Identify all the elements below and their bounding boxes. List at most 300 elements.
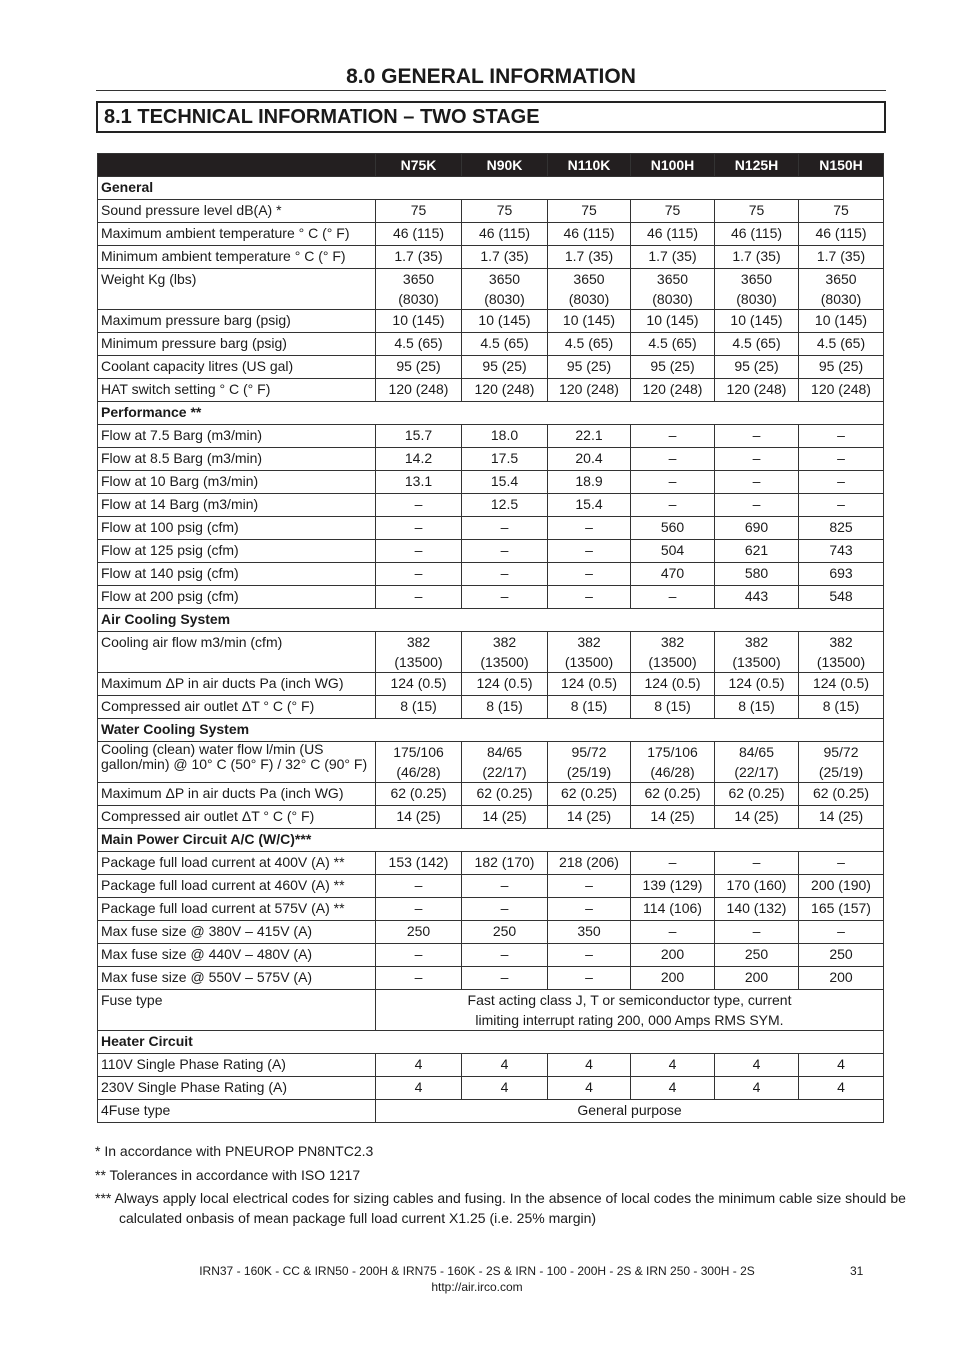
row-label: Max fuse size @ 550V – 575V (A): [98, 967, 376, 990]
value-cell: 75: [462, 200, 548, 223]
table-row: [98, 333, 884, 356]
value-line: 3650: [488, 271, 521, 287]
table-row: [98, 494, 884, 517]
table-row: [98, 852, 884, 875]
table-row: [98, 448, 884, 471]
row-label: Flow at 14 Barg (m3/min): [98, 494, 376, 517]
row-label: Weight Kg (lbs): [98, 269, 376, 310]
row-label: Minimum ambient temperature ° C (° F): [98, 246, 376, 269]
value-cell: 10 (145): [799, 310, 884, 333]
value-line: (8030): [652, 291, 693, 307]
value-cell: 1.7 (35): [462, 246, 548, 269]
value-line: 3650: [656, 271, 689, 287]
value-cell: –: [631, 448, 715, 471]
value-cell: 200: [631, 967, 715, 990]
value-line: limiting interrupt rating 200, 000 Amps RMS SYM.: [475, 1012, 784, 1028]
row-label: Package full load current at 575V (A) **: [98, 898, 376, 921]
value-cell: 200: [715, 967, 799, 990]
value-cell: 4: [462, 1077, 548, 1100]
value-cell: [376, 742, 462, 783]
section-row: [98, 719, 884, 742]
value-cell: 13.1: [376, 471, 462, 494]
table-row: [98, 742, 884, 783]
value-line: 84/65: [738, 744, 775, 760]
value-cell: [715, 632, 799, 673]
value-cell: 182 (170): [462, 852, 548, 875]
value-cell: –: [715, 494, 799, 517]
value-cell: 14 (25): [462, 806, 548, 829]
table-row: [98, 200, 884, 223]
value-cell: 1.7 (35): [715, 246, 799, 269]
table-row: [98, 967, 884, 990]
table-row: [98, 425, 884, 448]
value-cell: [376, 632, 462, 673]
value-cell: 14 (25): [715, 806, 799, 829]
value-cell: 4: [631, 1054, 715, 1077]
row-label: HAT switch setting ° C (° F): [98, 379, 376, 402]
value-cell: –: [462, 540, 548, 563]
row-label: Coolant capacity litres (US gal): [98, 356, 376, 379]
value-cell: [376, 269, 462, 310]
table-row: [98, 696, 884, 719]
value-cell: –: [548, 540, 631, 563]
column-header: N110K: [548, 154, 631, 177]
value-line: 175/106: [647, 744, 698, 760]
row-label: 110V Single Phase Rating (A): [98, 1054, 376, 1077]
value-cell: [799, 632, 884, 673]
value-line: (13500): [816, 654, 866, 670]
value-cell: 124 (0.5): [715, 673, 799, 696]
value-cell: 124 (0.5): [799, 673, 884, 696]
row-label: Sound pressure level dB(A) *: [98, 200, 376, 223]
value-line: (8030): [736, 291, 777, 307]
value-line: (25/19): [566, 764, 612, 780]
value-line: (8030): [484, 291, 525, 307]
column-header: N150H: [799, 154, 884, 177]
value-cell: –: [631, 471, 715, 494]
value-cell: –: [631, 494, 715, 517]
value-cell: 8 (15): [715, 696, 799, 719]
technical-spec-table: [97, 153, 884, 1123]
value-cell: 4: [376, 1077, 462, 1100]
value-cell: 470: [631, 563, 715, 586]
row-label: Flow at 10 Barg (m3/min): [98, 471, 376, 494]
table-row: [98, 471, 884, 494]
table-row: [98, 586, 884, 609]
section-row: [98, 177, 884, 200]
row-label: Flow at 100 psig (cfm): [98, 517, 376, 540]
value-cell: –: [376, 967, 462, 990]
value-cell: –: [548, 875, 631, 898]
value-cell: 560: [631, 517, 715, 540]
value-line: 382: [492, 634, 517, 650]
value-cell: [462, 742, 548, 783]
value-cell: 95 (25): [548, 356, 631, 379]
value-cell: 250: [376, 921, 462, 944]
table-row: [98, 1054, 884, 1077]
section-row: [98, 829, 884, 852]
value-cell: –: [462, 944, 548, 967]
row-label: Max fuse size @ 380V – 415V (A): [98, 921, 376, 944]
value-cell: 1.7 (35): [799, 246, 884, 269]
value-cell: 548: [799, 586, 884, 609]
row-label: Package full load current at 400V (A) **: [98, 852, 376, 875]
value-cell: 46 (115): [462, 223, 548, 246]
section-row: [98, 1031, 884, 1054]
value-cell: [548, 632, 631, 673]
row-label: Flow at 200 psig (cfm): [98, 586, 376, 609]
value-cell: 62 (0.25): [462, 783, 548, 806]
section-row: [98, 402, 884, 425]
row-label: Fuse type: [98, 990, 376, 1031]
table-row: [98, 246, 884, 269]
value-cell: 4.5 (65): [715, 333, 799, 356]
row-label: Flow at 7.5 Barg (m3/min): [98, 425, 376, 448]
value-line: Fast acting class J, T or semiconductor type, current: [467, 992, 792, 1008]
row-label: Flow at 125 psig (cfm): [98, 540, 376, 563]
value-cell: –: [799, 448, 884, 471]
row-label: 4Fuse type: [98, 1100, 376, 1123]
value-cell: 200: [631, 944, 715, 967]
value-cell: 114 (106): [631, 898, 715, 921]
value-cell: 10 (145): [548, 310, 631, 333]
subheading-box: [96, 101, 886, 133]
table-row: [98, 921, 884, 944]
value-cell: 825: [799, 517, 884, 540]
column-header: N90K: [462, 154, 548, 177]
value-cell: –: [631, 425, 715, 448]
value-cell: [715, 269, 799, 310]
footer-doc-ref: IRN37 - 160K - CC & IRN50 - 200H & IRN75 - 160K - 2S & IRN - 100 - 200H - 2S & IRN 250 - 300H - 2S: [199, 1264, 755, 1278]
page-number: 31: [850, 1264, 864, 1278]
value-cell: 15.4: [462, 471, 548, 494]
value-cell: 62 (0.25): [799, 783, 884, 806]
table-row: [98, 898, 884, 921]
value-line: 382: [829, 634, 853, 650]
merged-value-cell: [376, 990, 884, 1031]
row-label: Maximum ΔP in air ducts Pa (inch WG): [98, 783, 376, 806]
value-cell: –: [376, 944, 462, 967]
row-label: Maximum pressure barg (psig): [98, 310, 376, 333]
row-label: Compressed air outlet ΔT ° C (° F): [98, 806, 376, 829]
value-cell: 15.7: [376, 425, 462, 448]
value-cell: 46 (115): [548, 223, 631, 246]
value-cell: [715, 742, 799, 783]
value-cell: 14 (25): [376, 806, 462, 829]
value-cell: –: [799, 425, 884, 448]
value-cell: –: [799, 494, 884, 517]
value-cell: 165 (157): [799, 898, 884, 921]
value-cell: 8 (15): [548, 696, 631, 719]
value-cell: 46 (115): [631, 223, 715, 246]
row-label: Maximum ΔP in air ducts Pa (inch WG): [98, 673, 376, 696]
row-label: Max fuse size @ 440V – 480V (A): [98, 944, 376, 967]
section-heading: 8.0 GENERAL INFORMATION: [346, 65, 636, 88]
row-label: Flow at 140 psig (cfm): [98, 563, 376, 586]
value-line: (46/28): [396, 764, 441, 780]
value-line: (22/17): [482, 764, 527, 780]
value-cell: –: [715, 425, 799, 448]
value-line: 382: [577, 634, 601, 650]
value-line: 382: [660, 634, 685, 650]
value-cell: 4: [376, 1054, 462, 1077]
value-line: (13500): [394, 654, 443, 670]
value-cell: 124 (0.5): [462, 673, 548, 696]
value-cell: –: [631, 852, 715, 875]
value-line: (46/28): [650, 764, 695, 780]
value-line: (8030): [398, 291, 439, 307]
value-cell: 200 (190): [799, 875, 884, 898]
table-row: [98, 990, 884, 1031]
table-row: [98, 269, 884, 310]
value-cell: –: [376, 875, 462, 898]
value-line: (8030): [568, 291, 610, 307]
value-cell: 120 (248): [548, 379, 631, 402]
value-cell: 200: [799, 967, 884, 990]
value-cell: 8 (15): [462, 696, 548, 719]
value-cell: 75: [799, 200, 884, 223]
value-cell: –: [462, 898, 548, 921]
value-cell: 170 (160): [715, 875, 799, 898]
value-cell: 18.9: [548, 471, 631, 494]
section-label: Heater Circuit: [98, 1031, 884, 1054]
value-cell: 4.5 (65): [462, 333, 548, 356]
value-cell: –: [799, 921, 884, 944]
section-label: Performance **: [98, 402, 884, 425]
table-row: [98, 875, 884, 898]
value-cell: 10 (145): [715, 310, 799, 333]
row-label: Cooling air flow m3/min (cfm): [98, 632, 376, 673]
value-cell: [462, 632, 548, 673]
value-line: (13500): [564, 654, 614, 670]
value-line: 382: [744, 634, 769, 650]
value-cell: 46 (115): [799, 223, 884, 246]
value-cell: –: [462, 586, 548, 609]
value-cell: 4: [799, 1077, 884, 1100]
value-cell: [799, 269, 884, 310]
value-line: (13500): [648, 654, 697, 670]
table-row: [98, 806, 884, 829]
value-cell: 14 (25): [631, 806, 715, 829]
value-cell: –: [376, 517, 462, 540]
value-cell: 46 (115): [376, 223, 462, 246]
value-cell: 22.1: [548, 425, 631, 448]
value-cell: 693: [799, 563, 884, 586]
value-cell: 120 (248): [799, 379, 884, 402]
value-cell: 124 (0.5): [631, 673, 715, 696]
merged-value-cell: [376, 1100, 884, 1123]
value-cell: 10 (145): [631, 310, 715, 333]
column-header: N100H: [631, 154, 715, 177]
value-cell: 8 (15): [799, 696, 884, 719]
value-cell: –: [715, 921, 799, 944]
footnote: *** Always apply local electrical codes for sizing cables and fusing. In the absence of local codes the minimum cable size should be calculated onbasis of mean package full load current X1.25 (i.e. 25% margin): [95, 1190, 906, 1226]
value-cell: 62 (0.25): [631, 783, 715, 806]
value-cell: 17.5: [462, 448, 548, 471]
value-cell: 4: [548, 1077, 631, 1100]
table-row: [98, 517, 884, 540]
section-label: Air Cooling System: [98, 609, 884, 632]
value-line: 95/72: [571, 744, 607, 760]
value-cell: 62 (0.25): [548, 783, 631, 806]
table-header-row: [98, 154, 884, 177]
value-cell: –: [715, 471, 799, 494]
value-line: 95/72: [823, 744, 859, 760]
value-cell: 10 (145): [462, 310, 548, 333]
value-line: (25/19): [818, 764, 864, 780]
value-cell: 120 (248): [462, 379, 548, 402]
value-cell: 4.5 (65): [376, 333, 462, 356]
value-cell: 4.5 (65): [799, 333, 884, 356]
value-cell: 12.5: [462, 494, 548, 517]
value-line: 3650: [402, 271, 435, 287]
value-cell: 1.7 (35): [376, 246, 462, 269]
value-cell: –: [548, 944, 631, 967]
value-cell: 4: [631, 1077, 715, 1100]
value-cell: 1.7 (35): [548, 246, 631, 269]
value-line: 3650: [573, 271, 605, 287]
value-cell: 218 (206): [548, 852, 631, 875]
section-label: Main Power Circuit A/C (W/C)***: [98, 829, 884, 852]
value-cell: 46 (115): [715, 223, 799, 246]
footnote: ** Tolerances in accordance with ISO 1217: [95, 1167, 361, 1183]
value-line: 382: [406, 634, 431, 650]
row-label: Package full load current at 460V (A) **: [98, 875, 376, 898]
value-cell: 8 (15): [376, 696, 462, 719]
value-cell: 4: [715, 1077, 799, 1100]
value-cell: 75: [631, 200, 715, 223]
value-cell: 504: [631, 540, 715, 563]
table-row: [98, 563, 884, 586]
value-cell: 139 (129): [631, 875, 715, 898]
value-cell: 8 (15): [631, 696, 715, 719]
value-cell: –: [376, 563, 462, 586]
value-cell: 75: [548, 200, 631, 223]
value-cell: 95 (25): [631, 356, 715, 379]
row-label: 230V Single Phase Rating (A): [98, 1077, 376, 1100]
value-cell: 4: [799, 1054, 884, 1077]
value-cell: [462, 269, 548, 310]
value-cell: –: [548, 563, 631, 586]
value-cell: 18.0: [462, 425, 548, 448]
value-line: General purpose: [577, 1102, 682, 1118]
value-cell: 250: [715, 944, 799, 967]
value-cell: [631, 742, 715, 783]
value-cell: –: [799, 471, 884, 494]
value-cell: 15.4: [548, 494, 631, 517]
column-header: N125H: [715, 154, 799, 177]
value-cell: 4.5 (65): [631, 333, 715, 356]
value-cell: 75: [715, 200, 799, 223]
value-cell: 4: [462, 1054, 548, 1077]
value-cell: 14.2: [376, 448, 462, 471]
value-cell: 621: [715, 540, 799, 563]
value-line: (8030): [820, 291, 862, 307]
subheading: 8.1 TECHNICAL INFORMATION – TWO STAGE: [104, 106, 540, 128]
value-cell: –: [462, 517, 548, 540]
value-cell: 95 (25): [462, 356, 548, 379]
value-cell: 62 (0.25): [376, 783, 462, 806]
heading-rule: [96, 90, 886, 91]
footer-url: http://air.irco.com: [431, 1280, 523, 1294]
row-label: Flow at 8.5 Barg (m3/min): [98, 448, 376, 471]
row-label: Maximum ambient temperature ° C (° F): [98, 223, 376, 246]
value-cell: [548, 269, 631, 310]
value-cell: [799, 742, 884, 783]
value-cell: [631, 632, 715, 673]
value-cell: 75: [376, 200, 462, 223]
value-cell: –: [548, 517, 631, 540]
table-row: [98, 1077, 884, 1100]
value-cell: 95 (25): [376, 356, 462, 379]
value-cell: 10 (145): [376, 310, 462, 333]
footnote: * In accordance with PNEUROP PN8NTC2.3: [95, 1143, 374, 1159]
value-cell: –: [799, 852, 884, 875]
row-label: Cooling (clean) water flow l/min (US gallon/min) @ 10° C (50° F) / 32° C (90° F): [98, 742, 376, 783]
value-cell: –: [462, 563, 548, 586]
table-row: [98, 944, 884, 967]
value-cell: 250: [799, 944, 884, 967]
value-cell: 95 (25): [715, 356, 799, 379]
value-line: (13500): [480, 654, 529, 670]
row-label: Minimum pressure barg (psig): [98, 333, 376, 356]
value-cell: 120 (248): [376, 379, 462, 402]
value-cell: 1.7 (35): [631, 246, 715, 269]
value-cell: 95 (25): [799, 356, 884, 379]
value-cell: –: [631, 586, 715, 609]
value-cell: 124 (0.5): [376, 673, 462, 696]
value-cell: 62 (0.25): [715, 783, 799, 806]
value-cell: 4.5 (65): [548, 333, 631, 356]
value-cell: 14 (25): [799, 806, 884, 829]
table-row: [98, 632, 884, 673]
row-label: Compressed air outlet ΔT ° C (° F): [98, 696, 376, 719]
value-line: 175/106: [393, 744, 444, 760]
value-cell: –: [376, 494, 462, 517]
value-cell: 743: [799, 540, 884, 563]
table-row: [98, 379, 884, 402]
value-line: (22/17): [734, 764, 779, 780]
section-row: [98, 609, 884, 632]
value-cell: 140 (132): [715, 898, 799, 921]
value-cell: [631, 269, 715, 310]
table-row: [98, 223, 884, 246]
table-row: [98, 310, 884, 333]
value-cell: 250: [462, 921, 548, 944]
value-cell: [548, 742, 631, 783]
value-line: (13500): [732, 654, 781, 670]
value-cell: 350: [548, 921, 631, 944]
value-cell: 153 (142): [376, 852, 462, 875]
value-cell: –: [376, 898, 462, 921]
value-cell: 14 (25): [548, 806, 631, 829]
value-cell: 120 (248): [715, 379, 799, 402]
value-cell: –: [462, 967, 548, 990]
value-line: 84/65: [486, 744, 523, 760]
table-row: [98, 540, 884, 563]
table-row: [98, 783, 884, 806]
value-cell: 124 (0.5): [548, 673, 631, 696]
value-cell: 4: [715, 1054, 799, 1077]
value-line: 3650: [825, 271, 857, 287]
value-cell: –: [548, 967, 631, 990]
value-cell: 690: [715, 517, 799, 540]
table-row: [98, 356, 884, 379]
value-line: 3650: [740, 271, 773, 287]
value-cell: 580: [715, 563, 799, 586]
value-cell: –: [715, 448, 799, 471]
value-cell: –: [715, 852, 799, 875]
